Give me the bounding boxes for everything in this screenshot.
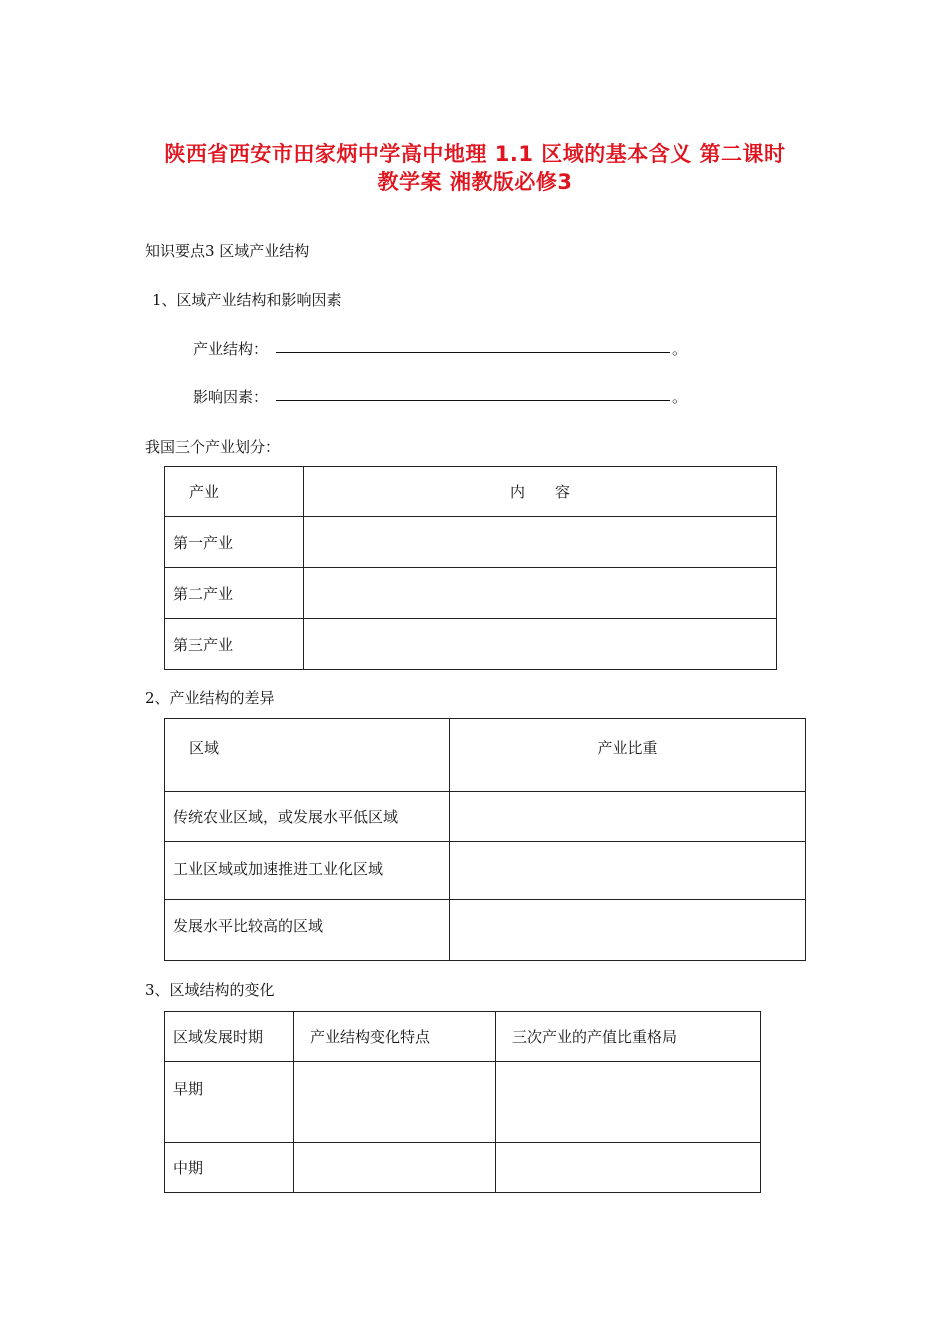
content-cell[interactable] xyxy=(450,792,806,842)
header-industry-share: 产业比重 xyxy=(450,719,806,792)
part3-heading: 3、区域结构的变化 xyxy=(145,981,275,999)
header-content-char2: 容 xyxy=(555,483,571,501)
header-industry: 产业 xyxy=(165,467,304,517)
industry-division-table xyxy=(164,466,777,670)
part2-heading: 2、产业结构的差异 xyxy=(145,689,275,707)
field-end-mark: 。 xyxy=(672,340,688,358)
table-row xyxy=(165,792,806,842)
table-header-row xyxy=(165,467,777,517)
table-row xyxy=(165,517,777,568)
header-content xyxy=(304,467,777,517)
part1-heading: 1、区域产业结构和影响因素 xyxy=(152,291,342,309)
table-row xyxy=(165,619,777,670)
document-title-line1: 陕西省西安市田家炳中学高中地理 1.1 区域的基本含义 第二课时 xyxy=(164,142,786,166)
row-label: 发展水平比较高的区域 xyxy=(165,900,450,961)
table-row xyxy=(165,1143,761,1193)
content-cell[interactable] xyxy=(304,619,777,670)
row-label: 第三产业 xyxy=(165,619,304,670)
table-row xyxy=(165,568,777,619)
table1-intro: 我国三个产业划分： xyxy=(145,438,281,456)
row-label: 第一产业 xyxy=(165,517,304,568)
table-row xyxy=(165,842,806,900)
content-cell[interactable] xyxy=(450,900,806,961)
content-cell[interactable] xyxy=(496,1143,761,1193)
content-cell[interactable] xyxy=(294,1062,496,1143)
influence-factors-blank[interactable] xyxy=(276,400,670,401)
header-region: 区域 xyxy=(165,719,450,792)
header-change-features: 产业结构变化特点 xyxy=(294,1012,496,1062)
regional-change-table xyxy=(164,1011,761,1193)
field-influence-factors-label: 影响因素： xyxy=(193,388,269,406)
table-header-row xyxy=(165,719,806,792)
section-heading: 知识要点3 区域产业结构 xyxy=(145,242,310,260)
content-cell[interactable] xyxy=(496,1062,761,1143)
header-period: 区域发展时期 xyxy=(165,1012,294,1062)
row-label: 工业区域或加速推进工业化区域 xyxy=(165,842,450,900)
header-content-char1: 内 xyxy=(509,483,525,501)
table-header-row xyxy=(165,1012,761,1062)
table-row xyxy=(165,900,806,961)
content-cell[interactable] xyxy=(450,842,806,900)
row-label: 第二产业 xyxy=(165,568,304,619)
table-row xyxy=(165,1062,761,1143)
content-cell[interactable] xyxy=(304,517,777,568)
row-label: 早期 xyxy=(165,1062,294,1143)
field-end-mark: 。 xyxy=(672,388,688,406)
industry-structure-blank[interactable] xyxy=(276,352,670,353)
row-label: 中期 xyxy=(165,1143,294,1193)
industry-difference-table xyxy=(164,718,806,961)
field-industry-structure-label: 产业结构： xyxy=(193,340,269,358)
row-label: 传统农业区域，或发展水平低区域 xyxy=(165,792,450,842)
content-cell[interactable] xyxy=(294,1143,496,1193)
header-output-share: 三次产业的产值比重格局 xyxy=(496,1012,761,1062)
document-title-line2: 教学案 湘教版必修3 xyxy=(377,170,573,194)
content-cell[interactable] xyxy=(304,568,777,619)
